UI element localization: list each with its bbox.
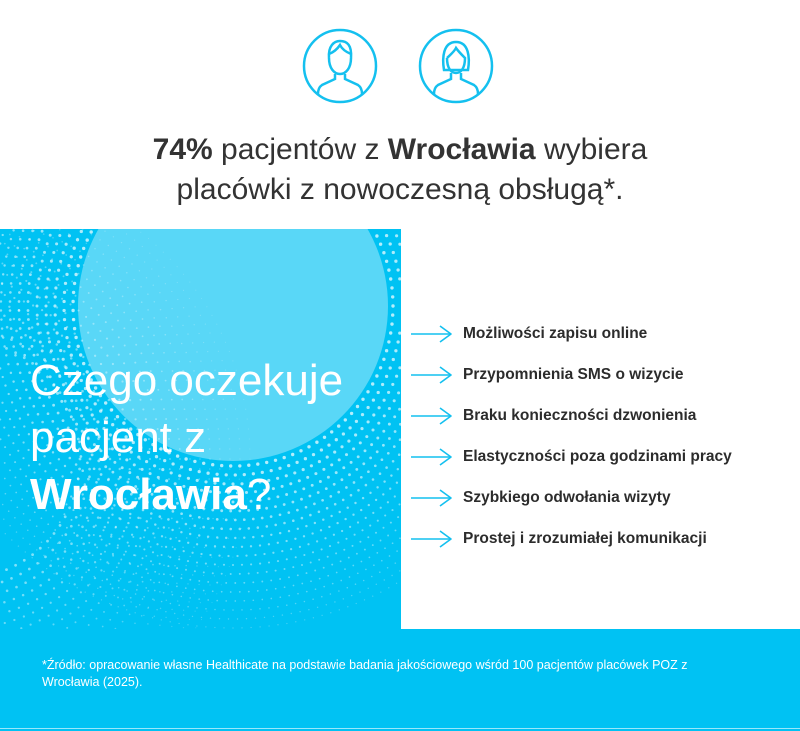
panel-title	[30, 352, 400, 523]
source-note: *Źródło: opracowanie własne Healthicate na podstawie badania jakościowego wśród 100 pacjentów placówek POZ z Wrocławia (2025).	[42, 658, 688, 689]
list-item	[410, 395, 790, 436]
headline-stat: 74%	[152, 133, 213, 166]
list-item-label: Szybkiego odwołania wizyty	[463, 488, 671, 506]
footer	[0, 629, 800, 731]
headline	[0, 130, 800, 210]
list-item	[410, 354, 790, 395]
headline-city: Wrocławia	[387, 133, 536, 166]
blue-panel	[0, 229, 401, 629]
list-item	[410, 477, 790, 518]
panel-title-question: ?	[246, 470, 272, 519]
list-item-label: Przypomnienia SMS o wizycie	[463, 365, 684, 383]
arrow-right-icon	[410, 488, 454, 508]
list-item-label: Braku konieczności dzwonienia	[463, 406, 697, 424]
list-item	[410, 436, 790, 477]
male-avatar-icon	[302, 28, 378, 104]
list-item	[410, 518, 790, 559]
arrow-right-icon	[410, 324, 454, 344]
panel-title-line-2: pacjent z	[30, 413, 207, 462]
arrow-right-icon	[410, 447, 454, 467]
list-item-label: Możliwości zapisu online	[463, 324, 648, 342]
arrow-right-icon	[410, 529, 454, 549]
expectations-list	[410, 313, 790, 559]
footer-divider	[0, 728, 800, 729]
headline-line-2: placówki z nowoczesną obsługą*.	[176, 173, 624, 206]
list-item-label: Elastyczności poza godzinami pracy	[463, 447, 732, 465]
panel-title-line-3	[30, 466, 400, 523]
panel-title-city: Wrocławia	[30, 470, 247, 519]
headline-text-2: wybiera	[535, 133, 648, 166]
headline-line-1	[0, 130, 800, 170]
list-item-label: Prostej i zrozumiałej komunikacji	[463, 529, 707, 547]
headline-text-1: pacjentów z	[212, 133, 388, 166]
list-item	[410, 313, 790, 354]
arrow-right-icon	[410, 365, 454, 385]
arrow-right-icon	[410, 406, 454, 426]
female-avatar-icon	[418, 28, 494, 104]
avatar-icons	[302, 28, 502, 108]
panel-title-line-1: Czego oczekuje	[30, 356, 344, 405]
